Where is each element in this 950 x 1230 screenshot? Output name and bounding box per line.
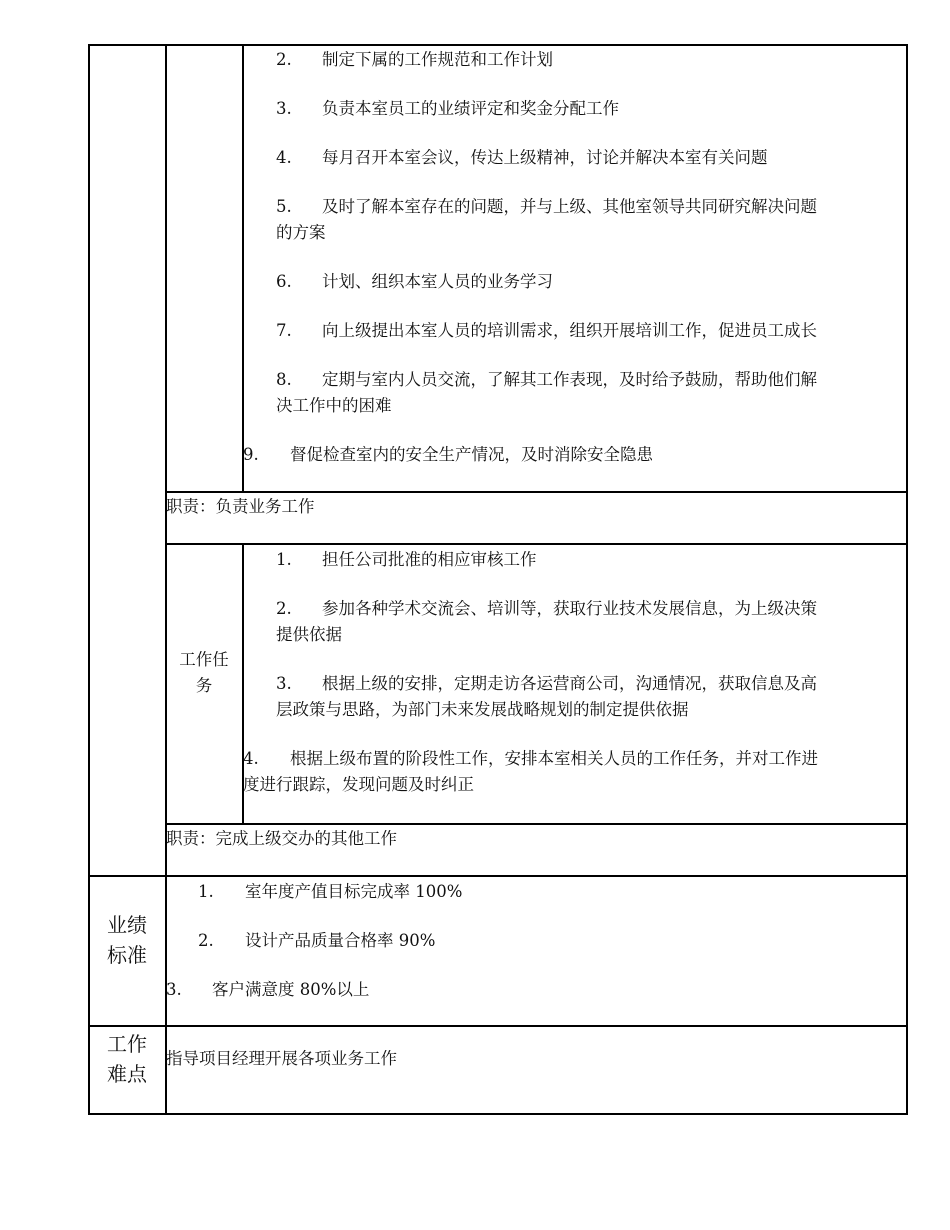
row-divider-2: [165, 543, 907, 545]
item-number: 3.: [276, 99, 292, 118]
performance-item: [166, 977, 369, 1003]
item-text: 制定下属的工作规范和工作计划: [322, 50, 553, 69]
item-number: 8.: [276, 370, 292, 389]
item-text: 设计产品质量合格率 90%: [245, 931, 436, 950]
difficulty-text: 指导项目经理开展各项业务工作: [166, 1049, 397, 1068]
column-divider-inner-1: [242, 44, 244, 492]
item-text: 参加各种学术交流会、培训等，获取行业技术发展信息，为上级决策: [322, 599, 817, 618]
item-text: 向上级提出本室人员的培训需求，组织开展培训工作，促进员工成长: [322, 321, 817, 340]
item-number: 2.: [198, 931, 214, 950]
duty-item-continuation: 的方案: [276, 223, 326, 242]
duty-item: [276, 269, 553, 295]
task-label-line-1: 工作任: [179, 650, 229, 669]
performance-label-line-2: 标准: [107, 943, 147, 967]
duty-item: [276, 318, 817, 344]
item-number: 2.: [276, 599, 292, 618]
task-label: [166, 647, 242, 699]
item-text: 计划、组织本室人员的业务学习: [322, 272, 553, 291]
row-divider-5: [88, 1025, 907, 1027]
item-text: 及时了解本室存在的问题，并与上级、其他室领导共同研究解决问题: [322, 197, 817, 216]
item-number: 4.: [276, 148, 292, 167]
row-divider-4: [88, 875, 907, 877]
duty-heading: 职责：负责业务工作: [166, 497, 315, 516]
task-item-continuation: 层政策与思路，为部门未来发展战略规划的制定提供依据: [276, 700, 689, 719]
performance-label: [89, 910, 165, 970]
duty-item: [276, 47, 553, 73]
task-item: [243, 746, 818, 772]
duty-item: [276, 96, 619, 122]
performance-label-line-1: 业绩: [107, 913, 147, 937]
item-text: 室年度产值目标完成率 100%: [245, 882, 463, 901]
item-text: 每月召开本室会议，传达上级精神，讨论并解决本室有关问题: [322, 148, 768, 167]
duty-item: [276, 367, 817, 393]
performance-item: [198, 928, 435, 954]
table-border-bottom: [88, 1113, 907, 1115]
duty-item: [276, 145, 768, 171]
task-label-line-2: 务: [195, 676, 213, 695]
item-number: 3.: [276, 674, 292, 693]
item-number: 5.: [276, 197, 292, 216]
row-divider-1: [165, 491, 907, 493]
task-item-continuation: 度进行跟踪，发现问题及时纠正: [243, 775, 474, 794]
duty-item-continuation: 决工作中的困难: [276, 396, 392, 415]
item-text: 根据上级的安排，定期走访各运营商公司，沟通情况，获取信息及高: [322, 674, 817, 693]
duty-item: [243, 442, 653, 468]
difficulty-label: [89, 1029, 165, 1089]
difficulty-label-line-2: 难点: [107, 1062, 147, 1086]
item-text: 担任公司批准的相应审核工作: [322, 550, 537, 569]
item-number: 7.: [276, 321, 292, 340]
item-number: 1.: [198, 882, 214, 901]
table-border-top: [88, 44, 907, 46]
item-number: 6.: [276, 272, 292, 291]
task-item: [276, 671, 817, 697]
duty-heading: 职责：完成上级交办的其他工作: [166, 829, 397, 848]
duty-item: [276, 194, 817, 220]
task-item-continuation: 提供依据: [276, 625, 342, 644]
item-text: 定期与室内人员交流，了解其工作表现，及时给予鼓励，帮助他们解: [322, 370, 817, 389]
item-text: 负责本室员工的业绩评定和奖金分配工作: [322, 99, 619, 118]
item-number: 4.: [243, 749, 259, 768]
table-border-right: [906, 44, 908, 1115]
item-number: 1.: [276, 550, 292, 569]
performance-item: [198, 879, 462, 905]
item-number: 3.: [166, 980, 182, 999]
row-divider-3: [165, 823, 907, 825]
item-text: 督促检查室内的安全生产情况，及时消除安全隐患: [290, 445, 653, 464]
task-item: [276, 596, 817, 622]
column-divider-main: [165, 44, 167, 1115]
item-number: 9.: [243, 445, 259, 464]
difficulty-label-line-1: 工作: [107, 1032, 147, 1056]
item-number: 2.: [276, 50, 292, 69]
item-text: 客户满意度 80%以上: [212, 980, 370, 999]
task-item: [276, 547, 537, 573]
item-text: 根据上级布置的阶段性工作，安排本室相关人员的工作任务，并对工作进: [290, 749, 818, 768]
